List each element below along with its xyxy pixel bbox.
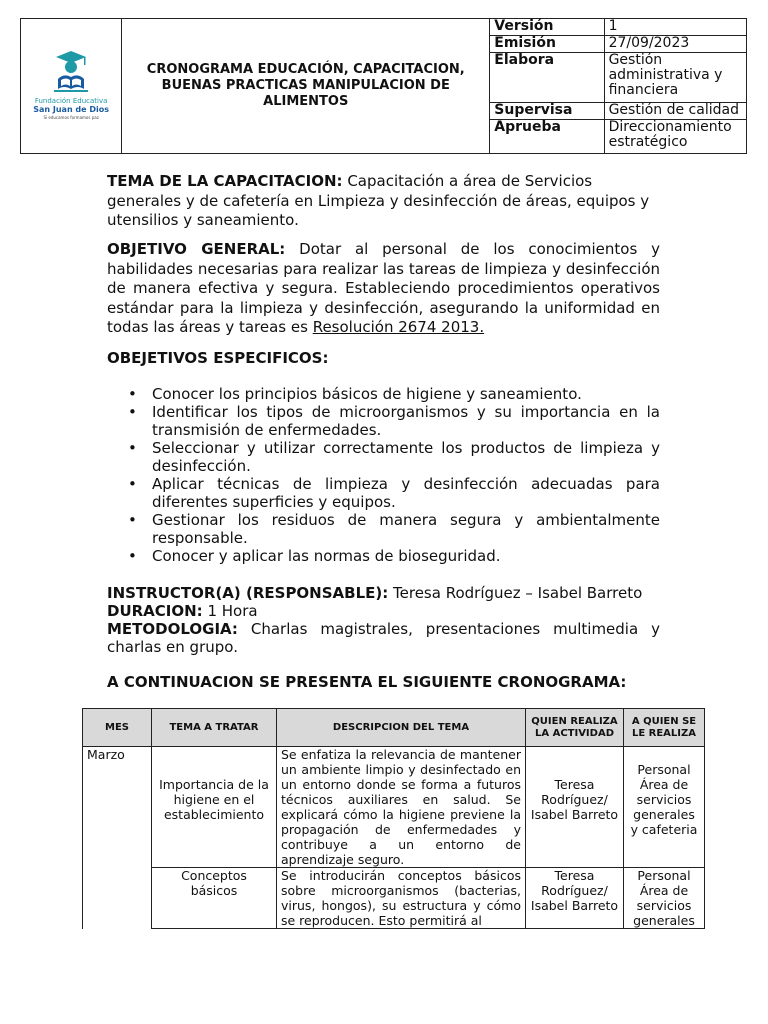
table-header-row: [83, 709, 705, 747]
bullet-icon: •: [128, 403, 137, 421]
meta-value: Gestión administrativa y financiera: [604, 53, 746, 102]
description-text: Se introducirán conceptos básicos sobre microorganismos (bacterias, virus, hongos), su estructura y cómo se reproducen. Esto permitirá al: [281, 868, 521, 928]
list-item: [128, 547, 660, 565]
bullet-icon: •: [128, 475, 137, 493]
performer-text: Teresa Rodríguez/ Isabel Barreto: [530, 868, 619, 913]
list-item: [128, 475, 660, 511]
resolution-reference: Resolución 2674 2013.: [312, 318, 485, 336]
logo-text-line1: Fundación Educativa: [34, 97, 108, 105]
instructor-line: [107, 584, 660, 602]
schedule-heading: A CONTINUACION SE PRESENTA EL SIGUIENTE CRONOGRAMA:: [107, 673, 627, 691]
training-details: [107, 584, 660, 656]
meta-key: Elabora: [490, 53, 604, 102]
document-title: CRONOGRAMA EDUCACIÓN, CAPACITACION, BUENAS PRACTICAS MANIPULACION DE ALIMENTOS: [122, 19, 490, 154]
table-row: [83, 868, 705, 929]
meta-value: Gestión de calidad: [604, 102, 746, 119]
specific-objectives-list: [128, 385, 660, 565]
training-topic: [107, 172, 660, 231]
bullet-icon: •: [128, 547, 137, 565]
audience-text: Personal Área de servicios generales: [633, 868, 695, 928]
general-objective-label: OBJETIVO GENERAL:: [107, 240, 286, 258]
bullet-icon: •: [128, 439, 137, 457]
topic-cell: Importancia de la higiene en el establecimiento: [152, 747, 277, 868]
logo-cell: [21, 19, 122, 154]
duration-label: DURACION:: [107, 602, 203, 620]
column-header-month: MES: [83, 709, 152, 747]
bullet-icon: •: [128, 385, 137, 403]
duration-value: 1 Hora: [202, 602, 258, 620]
objective-text: Conocer y aplicar las normas de bioseguridad.: [152, 547, 501, 565]
logo-text-line2: San Juan de Dios: [33, 105, 110, 114]
instructor-label: INSTRUCTOR(A) (RESPONSABLE):: [107, 584, 389, 602]
topic-text: Conceptos básicos: [181, 868, 247, 898]
description-cell: [277, 868, 526, 929]
topic-label: TEMA DE LA CAPACITACION:: [107, 172, 343, 190]
duration-line: [107, 602, 660, 620]
objective-text: Gestionar los residuos de manera segura y ambientalmente responsable.: [152, 511, 660, 547]
meta-value: 27/09/2023: [604, 36, 746, 53]
objective-text: Identificar los tipos de microorganismos y su importancia en la transmisión de enfermedades.: [152, 403, 660, 439]
column-header-description: DESCRIPCION DEL TEMA: [277, 709, 526, 747]
schedule-table: [82, 708, 705, 929]
general-objective-text: Dotar al personal de los conocimientos y habilidades necesarias para realizar las tareas de limpieza y desinfección de manera efectiva y segura. Estableciendo procedimientos operativos estándar para la limpieza y desinfección, asegurando la uniformidad en todas las áreas y tareas es: [107, 240, 660, 336]
month-cell: Marzo: [83, 747, 152, 929]
meta-value: 1: [604, 19, 746, 36]
general-objective: [107, 240, 660, 338]
objective-text: Seleccionar y utilizar correctamente los productos de limpieza y desinfección.: [152, 439, 660, 475]
objective-text: Conocer los principios básicos de higiene y saneamiento.: [152, 385, 582, 403]
table-row: [83, 747, 705, 868]
specific-objectives-heading: OBEJETIVOS ESPECIFICOS:: [107, 349, 329, 367]
audience-cell: Personal Área de servicios generales y cafeteria: [624, 747, 705, 868]
logo-text-line3: Si educamos formamos paz: [43, 115, 99, 120]
meta-key: Emisión: [490, 36, 604, 53]
topic-text: Capacitación a área de Servicios generales y de cafetería en Limpieza y desinfección de áreas, equipos y utensilios y saneamiento.: [107, 172, 650, 229]
document-header: [20, 18, 747, 154]
performer-cell: Teresa Rodríguez/ Isabel Barreto: [526, 747, 624, 868]
bullet-icon: •: [128, 511, 137, 529]
list-item: [128, 511, 660, 547]
graduate-reader-icon: [48, 49, 94, 93]
methodology-line: [107, 620, 660, 656]
column-header-topic: TEMA A TRATAR: [152, 709, 277, 747]
audience-cell: [624, 868, 705, 929]
topic-cell: [152, 868, 277, 929]
list-item: [128, 403, 660, 439]
meta-key: Aprueba: [490, 119, 604, 153]
methodology-label: METODOLOGIA:: [107, 620, 238, 638]
meta-value: Direccionamiento estratégico: [604, 119, 746, 153]
meta-key: Supervisa: [490, 102, 604, 119]
meta-key: Versión: [490, 19, 604, 36]
methodology-value: Charlas magistrales, presentaciones multimedia y charlas en grupo.: [107, 620, 660, 656]
objective-text: Aplicar técnicas de limpieza y desinfección adecuadas para diferentes superficies y equipos.: [152, 475, 660, 511]
description-cell: Se enfatiza la relevancia de mantener un ambiente limpio y desinfectado en un entorno donde se forma a futuros técnicos auxiliares en salud. Se explicará cómo la higiene previene la propagación de enfermedades y contribuye a un entorno de aprendizaje seguro.: [277, 747, 526, 868]
foundation-logo: [23, 49, 119, 121]
instructor-value: Teresa Rodríguez – Isabel Barreto: [388, 584, 643, 602]
list-item: [128, 439, 660, 475]
column-header-audience: A QUIEN SE LE REALIZA: [624, 709, 705, 747]
column-header-performer: QUIEN REALIZA LA ACTIVIDAD: [526, 709, 624, 747]
list-item: [128, 385, 660, 403]
performer-cell: [526, 868, 624, 929]
